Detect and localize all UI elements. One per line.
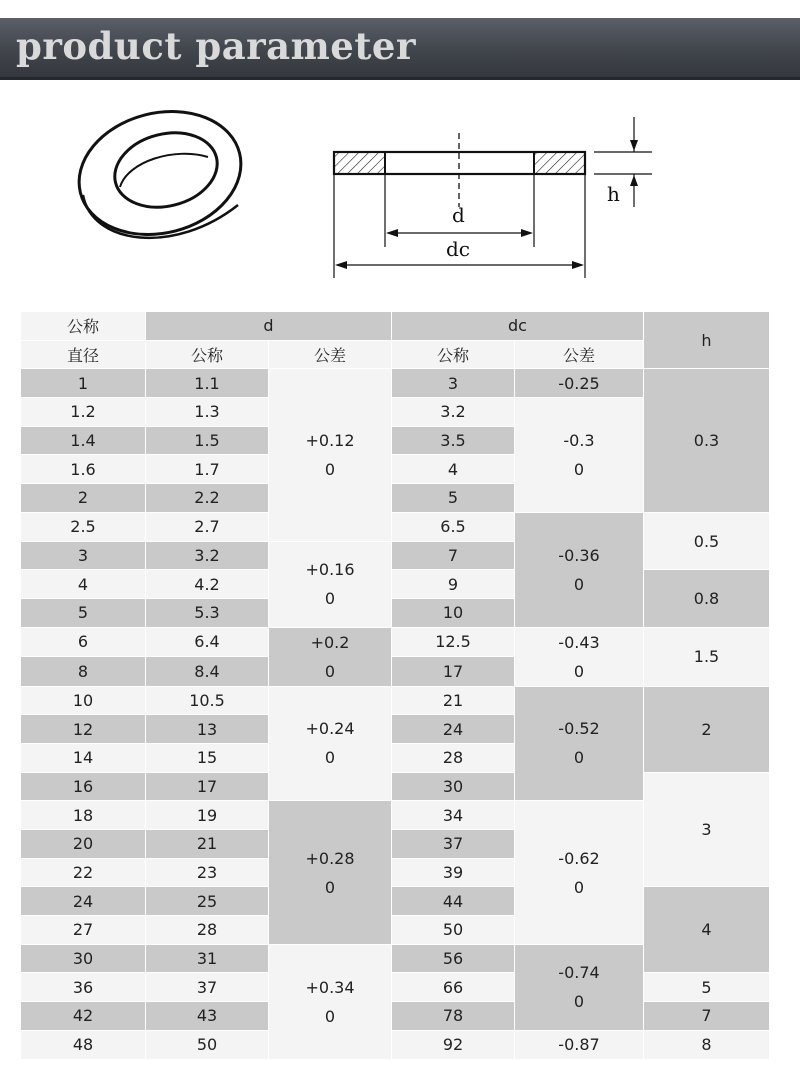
d-tolerance-cell: +0.28 0 [269,801,392,944]
nominal-diameter-cell: 1.6 [21,455,146,484]
nominal-diameter-cell: 5 [21,598,146,627]
d-nominal-cell: 21 [146,830,269,859]
d-nominal-cell: 37 [146,973,269,1002]
d-nominal-cell: 1.3 [146,398,269,427]
h-cell: 7 [644,1002,770,1031]
nominal-diameter-cell: 14 [21,743,146,772]
table-row [21,1030,770,1059]
nominal-diameter-cell: 3 [21,541,146,570]
dc-nominal-cell: 4 [392,455,515,484]
table-row [21,570,770,599]
banner-title: product parameter [16,24,416,68]
table-row [21,512,770,541]
nominal-diameter-cell: 18 [21,801,146,830]
h-cell: 0.3 [644,369,770,512]
d-nominal-cell: 28 [146,916,269,945]
header-d-nominal: 公称 [146,340,269,369]
d-nominal-cell: 1.5 [146,426,269,455]
dc-nominal-cell: 66 [392,973,515,1002]
dc-dimension-label: dc [446,237,471,261]
h-cell: 5 [644,973,770,1002]
d-nominal-cell: 43 [146,1002,269,1031]
d-nominal-cell: 10.5 [146,686,269,715]
dc-tolerance-cell: -0.36 0 [515,512,644,627]
dc-nominal-cell: 12.5 [392,627,515,657]
dc-nominal-cell: 9 [392,570,515,599]
table-row [21,627,770,657]
d-nominal-cell: 6.4 [146,627,269,657]
d-tolerance-cell: +0.24 0 [269,686,392,801]
dc-nominal-cell: 56 [392,944,515,973]
washer-section-view [334,117,652,278]
dc-nominal-cell: 3.2 [392,398,515,427]
dc-nominal-cell: 21 [392,686,515,715]
dc-nominal-cell: 44 [392,887,515,916]
header-nominal-diameter-line1: 公称 [21,312,146,341]
d-nominal-cell: 1.1 [146,369,269,398]
d-nominal-cell: 13 [146,715,269,744]
table-row [21,1002,770,1031]
header-nominal-diameter-line2: 直径 [21,340,146,369]
d-dimension-label: d [452,203,465,227]
dc-tolerance-cell: -0.25 [515,369,644,398]
h-cell: 3 [644,772,770,887]
dc-nominal-cell: 6.5 [392,512,515,541]
nominal-diameter-cell: 22 [21,858,146,887]
table-row [21,973,770,1002]
dc-nominal-cell: 39 [392,858,515,887]
h-cell: 8 [644,1030,770,1059]
nominal-diameter-cell: 27 [21,916,146,945]
header-d-tolerance: 公差 [269,340,392,369]
nominal-diameter-cell: 30 [21,944,146,973]
table-row [21,887,770,916]
nominal-diameter-cell: 2.5 [21,512,146,541]
nominal-diameter-cell: 10 [21,686,146,715]
washer-isometric-view [66,95,254,251]
dc-nominal-cell: 28 [392,743,515,772]
dc-nominal-cell: 78 [392,1002,515,1031]
nominal-diameter-cell: 4 [21,570,146,599]
d-nominal-cell: 2.7 [146,512,269,541]
d-nominal-cell: 31 [146,944,269,973]
h-cell: 1.5 [644,627,770,686]
table-row [21,772,770,801]
dc-nominal-cell: 10 [392,598,515,627]
nominal-diameter-cell: 42 [21,1002,146,1031]
table-row [21,686,770,715]
d-nominal-cell: 19 [146,801,269,830]
dc-nominal-cell: 92 [392,1030,515,1059]
dc-nominal-cell: 17 [392,657,515,687]
dc-tolerance-cell: -0.3 0 [515,398,644,513]
dc-nominal-cell: 5 [392,484,515,513]
d-nominal-cell: 1.7 [146,455,269,484]
dc-tolerance-cell: -0.62 0 [515,801,644,944]
d-tolerance-cell: +0.16 0 [269,541,392,627]
h-dimension-label: h [607,182,620,206]
washer-spec-table [20,311,770,1060]
nominal-diameter-cell: 20 [21,830,146,859]
washer-drawing [0,95,800,295]
d-nominal-cell: 2.2 [146,484,269,513]
d-tolerance-cell: +0.34 0 [269,944,392,1059]
d-tolerance-cell: +0.2 0 [269,627,392,686]
dc-nominal-cell: 34 [392,801,515,830]
dc-tolerance-cell: -0.43 0 [515,627,644,686]
d-nominal-cell: 23 [146,858,269,887]
dc-nominal-cell: 3 [392,369,515,398]
header-dc: dc [392,312,644,341]
d-nominal-cell: 50 [146,1030,269,1059]
table-row [21,369,770,398]
d-nominal-cell: 17 [146,772,269,801]
header-dc-nominal: 公称 [392,340,515,369]
d-nominal-cell: 4.2 [146,570,269,599]
header-h: h [644,312,770,369]
d-nominal-cell: 25 [146,887,269,916]
dc-nominal-cell: 24 [392,715,515,744]
nominal-diameter-cell: 6 [21,627,146,657]
dc-nominal-cell: 37 [392,830,515,859]
title-banner [0,18,800,80]
nominal-diameter-cell: 1 [21,369,146,398]
nominal-diameter-cell: 12 [21,715,146,744]
header-dc-tolerance: 公差 [515,340,644,369]
h-cell: 0.5 [644,512,770,569]
nominal-diameter-cell: 8 [21,657,146,687]
d-nominal-cell: 3.2 [146,541,269,570]
d-nominal-cell: 8.4 [146,657,269,687]
d-nominal-cell: 15 [146,743,269,772]
nominal-diameter-cell: 2 [21,484,146,513]
dc-tolerance-cell: -0.74 0 [515,944,644,1030]
h-cell: 0.8 [644,570,770,627]
nominal-diameter-cell: 16 [21,772,146,801]
header-d: d [146,312,392,341]
dc-nominal-cell: 3.5 [392,426,515,455]
d-tolerance-cell: +0.12 0 [269,369,392,541]
dc-nominal-cell: 50 [392,916,515,945]
nominal-diameter-cell: 1.2 [21,398,146,427]
nominal-diameter-cell: 24 [21,887,146,916]
dc-tolerance-cell: -0.87 [515,1030,644,1059]
dc-nominal-cell: 7 [392,541,515,570]
nominal-diameter-cell: 48 [21,1030,146,1059]
d-nominal-cell: 5.3 [146,598,269,627]
nominal-diameter-cell: 36 [21,973,146,1002]
nominal-diameter-cell: 1.4 [21,426,146,455]
dc-tolerance-cell: -0.52 0 [515,686,644,801]
dc-nominal-cell: 30 [392,772,515,801]
h-cell: 2 [644,686,770,772]
h-cell: 4 [644,887,770,973]
